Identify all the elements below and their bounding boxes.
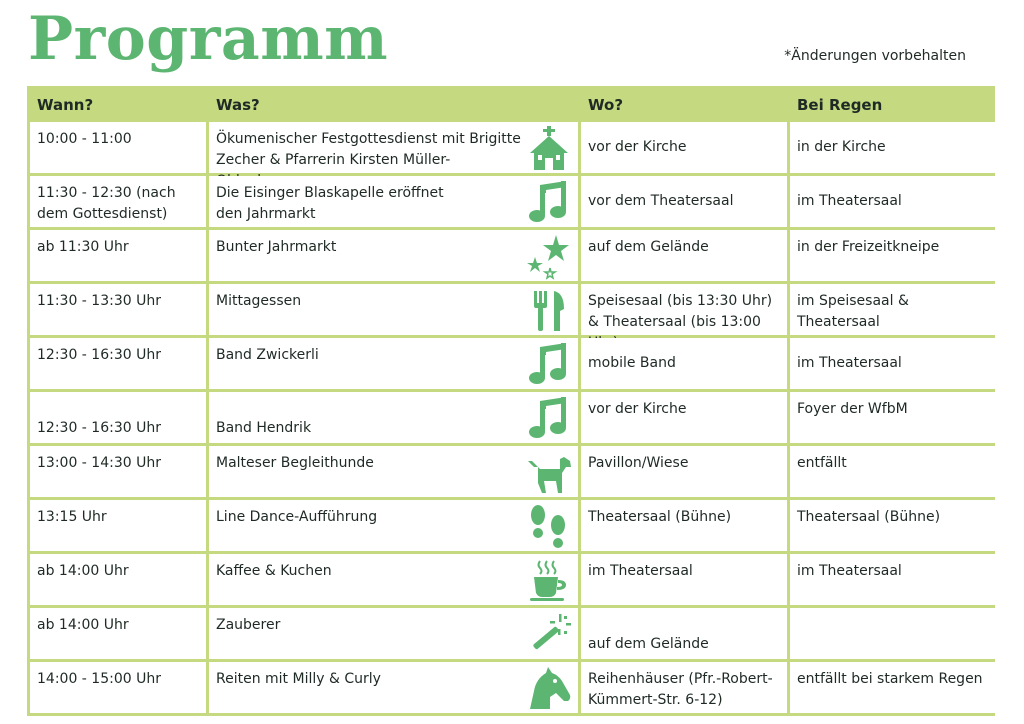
cell-what-text: Band Hendrik bbox=[216, 420, 312, 436]
church-icon bbox=[526, 125, 572, 171]
cell-rain: Theatersaal (Bühne) bbox=[790, 500, 995, 551]
cell-what-text: Malteser Begleithunde bbox=[216, 455, 374, 471]
horse-icon bbox=[526, 665, 572, 711]
cell-when: 12:30 - 16:30 Uhr bbox=[30, 392, 206, 443]
cell-where: vor der Kirche bbox=[581, 122, 787, 173]
cell-when: 13:00 - 14:30 Uhr bbox=[30, 446, 206, 497]
music-note-icon bbox=[526, 341, 572, 387]
changes-note: *Änderungen vorbehalten bbox=[784, 48, 966, 64]
cell-what-text: Kaffee & Kuchen bbox=[216, 563, 332, 579]
cell-what-text: Bunter Jahrmarkt bbox=[216, 239, 337, 255]
cell-where: Pavillon/Wiese bbox=[581, 446, 787, 497]
cell-what bbox=[209, 608, 578, 659]
cell-what bbox=[209, 392, 578, 443]
cell-rain: entfällt bei starkem Regen bbox=[790, 662, 995, 713]
cell-when: ab 14:00 Uhr bbox=[30, 554, 206, 605]
header-when: Wann? bbox=[30, 89, 206, 119]
cell-what bbox=[209, 284, 578, 335]
cell-where: mobile Band bbox=[581, 338, 787, 389]
cell-what bbox=[209, 122, 578, 173]
cell-what-text: Die Eisinger Blaskapelle eröffnet den Jahrmarkt bbox=[216, 185, 444, 222]
cell-what bbox=[209, 446, 578, 497]
cell-rain: im Theatersaal bbox=[790, 176, 995, 227]
cell-what-text: Reiten mit Milly & Curly bbox=[216, 671, 381, 687]
cell-rain bbox=[790, 608, 995, 659]
cell-what bbox=[209, 554, 578, 605]
coffee-cup-icon bbox=[526, 557, 572, 603]
cell-rain: in der Freizeitkneipe bbox=[790, 230, 995, 281]
cell-what-text: Zauberer bbox=[216, 617, 281, 633]
magic-wand-icon bbox=[526, 611, 572, 657]
cell-when: 11:30 - 12:30 (nach dem Gottesdienst) bbox=[30, 176, 206, 227]
cell-rain: im Theatersaal bbox=[790, 554, 995, 605]
cell-what bbox=[209, 338, 578, 389]
cell-what bbox=[209, 176, 578, 227]
cell-what-text: Line Dance-Aufführung bbox=[216, 509, 378, 525]
header-what: Was? bbox=[209, 89, 578, 119]
cell-where: Speisesaal (bis 13:30 Uhr) & Theatersaal (bis 13:00 bbox=[581, 284, 787, 335]
header-rain: Bei Regen bbox=[790, 89, 995, 119]
cell-what bbox=[209, 662, 578, 713]
cell-rain: entfällt bbox=[790, 446, 995, 497]
cell-where: auf dem Gelände bbox=[581, 230, 787, 281]
page-title: Programm bbox=[28, 4, 389, 74]
cell-where: Theatersaal (Bühne) bbox=[581, 500, 787, 551]
cell-what-text: Ökumenischer Festgottesdienst mit Brigitte Zecher & Pfarrerin Kirsten Müller- bbox=[216, 131, 521, 168]
stars-icon bbox=[526, 233, 572, 279]
cell-rain: Foyer der WfbM bbox=[790, 392, 995, 443]
cell-where: vor dem Theatersaal bbox=[581, 176, 787, 227]
cell-when: 14:00 - 15:00 Uhr bbox=[30, 662, 206, 713]
music-note-icon bbox=[526, 179, 572, 225]
cell-rain: in der Kirche bbox=[790, 122, 995, 173]
cutlery-icon bbox=[526, 287, 572, 333]
cell-what-text: Band Zwickerli bbox=[216, 347, 319, 363]
cell-when: 13:15 Uhr bbox=[30, 500, 206, 551]
cell-what bbox=[209, 500, 578, 551]
cell-where: im Theatersaal bbox=[581, 554, 787, 605]
cell-what bbox=[209, 230, 578, 281]
cell-when: ab 11:30 Uhr bbox=[30, 230, 206, 281]
cell-where: auf dem Gelände bbox=[581, 608, 787, 659]
cell-where: Reihenhäuser (Pfr.-Robert-Kümmert-Str. 6-12) bbox=[581, 662, 787, 713]
cell-rain: im Speisesaal & Theatersaal bbox=[790, 284, 995, 335]
cell-rain: im Theatersaal bbox=[790, 338, 995, 389]
cell-when: 11:30 - 13:30 Uhr bbox=[30, 284, 206, 335]
cell-what-text: Mittagessen bbox=[216, 293, 302, 309]
cell-when: ab 14:00 Uhr bbox=[30, 608, 206, 659]
cell-where: vor der Kirche bbox=[581, 392, 787, 443]
music-note-icon bbox=[526, 395, 572, 441]
footprints-icon bbox=[526, 503, 572, 549]
program-table bbox=[27, 86, 995, 716]
header-where: Wo? bbox=[581, 89, 787, 119]
cell-when: 10:00 - 11:00 bbox=[30, 122, 206, 173]
cell-when: 12:30 - 16:30 Uhr bbox=[30, 338, 206, 389]
dog-icon bbox=[526, 449, 572, 495]
